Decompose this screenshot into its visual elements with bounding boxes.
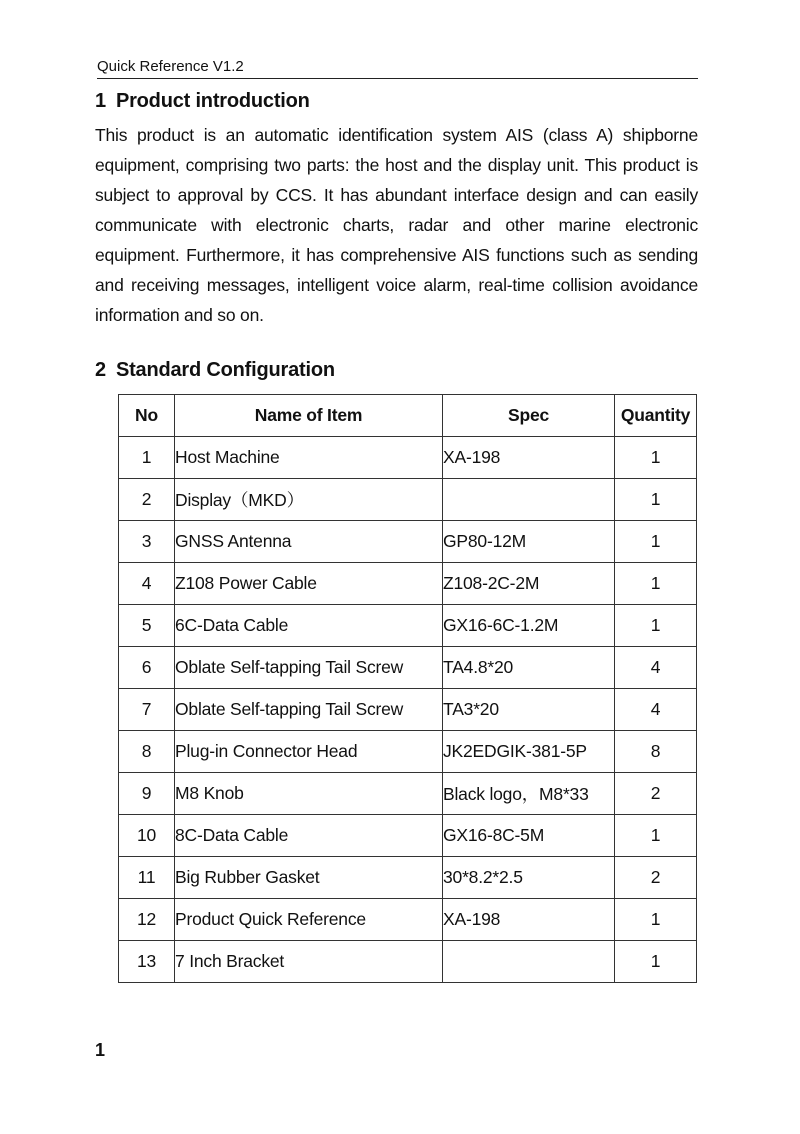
table-row [119,689,697,731]
cell-no: 9 [119,773,175,815]
table-row [119,479,697,521]
column-header-quantity: Quantity [615,395,697,437]
cell-name: 7 Inch Bracket [175,941,443,983]
cell-no: 6 [119,647,175,689]
cell-quantity: 2 [615,773,697,815]
column-header-spec: Spec [443,395,615,437]
cell-quantity: 1 [615,605,697,647]
cell-name: 6C-Data Cable [175,605,443,647]
cell-spec: TA4.8*20 [443,647,615,689]
cell-quantity: 1 [615,815,697,857]
cell-no: 8 [119,731,175,773]
table-row [119,521,697,563]
section-number: 1 [95,90,106,112]
section-title: Product introduction [115,90,310,112]
cell-no: 10 [119,815,175,857]
table-row [119,941,697,983]
cell-name: Display（MKD） [175,479,443,521]
cell-name: 8C-Data Cable [175,815,443,857]
table-row [119,815,697,857]
cell-spec: GX16-8C-5M [443,815,615,857]
running-header: Quick Reference V1.2 [97,56,698,79]
cell-quantity: 1 [615,941,697,983]
configuration-table [118,394,697,983]
section-heading-standard-configuration [95,359,335,382]
cell-spec: Black logo，M8*33 [443,773,615,815]
cell-spec [443,479,615,521]
cell-no: 5 [119,605,175,647]
cell-quantity: 1 [615,899,697,941]
column-header-no: No [119,395,175,437]
cell-quantity: 1 [615,437,697,479]
cell-name: Oblate Self-tapping Tail Screw [175,689,443,731]
cell-name: Big Rubber Gasket [175,857,443,899]
cell-quantity: 8 [615,731,697,773]
cell-name: M8 Knob [175,773,443,815]
table-row [119,731,697,773]
cell-spec: JK2EDGIK-381-5P [443,731,615,773]
cell-spec: 30*8.2*2.5 [443,857,615,899]
table-row [119,563,697,605]
cell-spec: XA-198 [443,899,615,941]
cell-no: 13 [119,941,175,983]
table-row [119,773,697,815]
cell-spec: Z108-2C-2M [443,563,615,605]
cell-quantity: 1 [615,479,697,521]
cell-spec [443,941,615,983]
cell-no: 4 [119,563,175,605]
cell-no: 12 [119,899,175,941]
cell-no: 3 [119,521,175,563]
column-header-name: Name of Item [175,395,443,437]
cell-no: 11 [119,857,175,899]
table-header-row [119,395,697,437]
cell-quantity: 2 [615,857,697,899]
cell-name: Product Quick Reference [175,899,443,941]
cell-no: 2 [119,479,175,521]
table-row [119,899,697,941]
cell-spec: GP80-12M [443,521,615,563]
table-body [119,437,697,983]
cell-name: GNSS Antenna [175,521,443,563]
section-heading-product-introduction [95,90,310,113]
cell-quantity: 1 [615,521,697,563]
cell-spec: GX16-6C-1.2M [443,605,615,647]
cell-name: Host Machine [175,437,443,479]
table-row [119,605,697,647]
page-number: 1 [95,1040,106,1060]
table-row [119,647,697,689]
section-number: 2 [95,359,106,381]
cell-quantity: 4 [615,689,697,731]
table-row [119,437,697,479]
cell-name: Z108 Power Cable [175,563,443,605]
section-title: Standard Configuration [115,359,335,381]
intro-paragraph: This product is an automatic identification system AIS (class A) shipborne equipment, comprising two parts: the host and the display unit. This product is subject to approval by CCS. It has abundant interface design and can easily communicate with electronic charts, radar and other marine electronic equipment. Furthermore, it has comprehensive AIS functions such as sending and receiving messages, intelligent voice alarm, real-time collision avoidance information and so on. [95,125,698,325]
table-row [119,857,697,899]
cell-spec: TA3*20 [443,689,615,731]
cell-no: 1 [119,437,175,479]
cell-quantity: 4 [615,647,697,689]
cell-name: Oblate Self-tapping Tail Screw [175,647,443,689]
cell-quantity: 1 [615,563,697,605]
cell-name: Plug-in Connector Head [175,731,443,773]
cell-no: 7 [119,689,175,731]
cell-spec: XA-198 [443,437,615,479]
